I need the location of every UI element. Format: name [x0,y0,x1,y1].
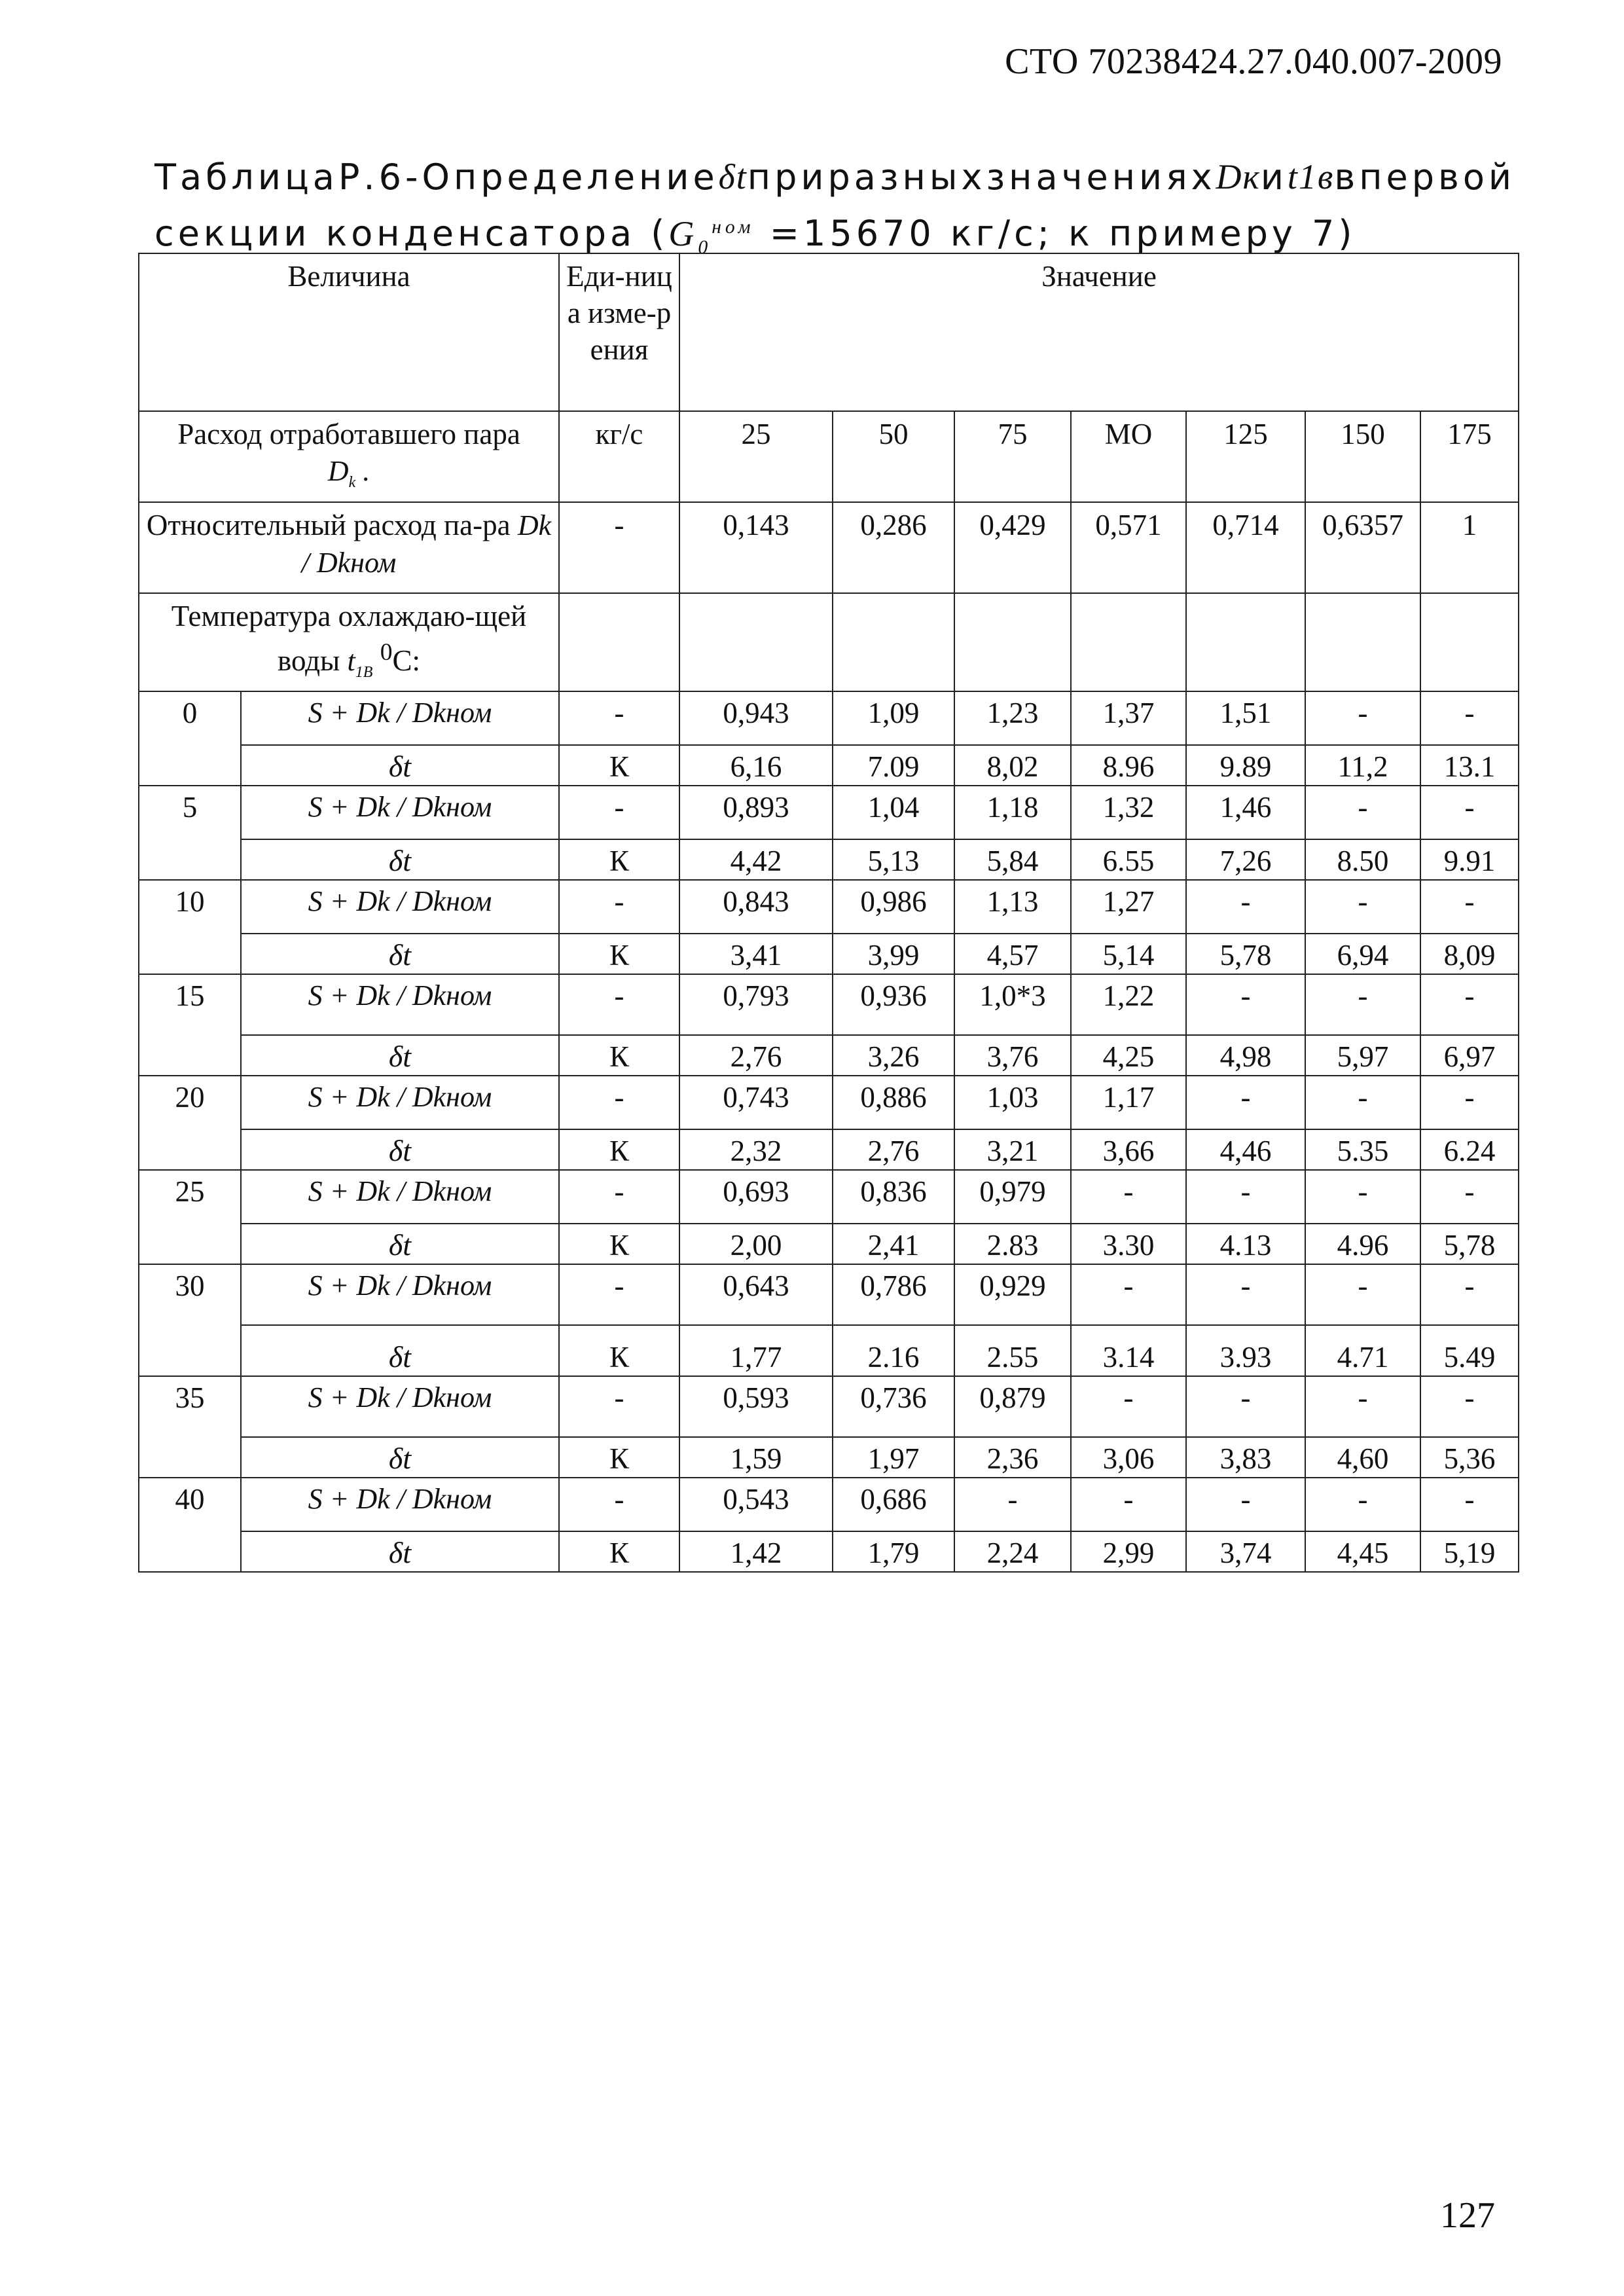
formula-row [139,1376,1519,1437]
caption-delta-t: δt [718,157,748,196]
temperature-unit [559,593,679,691]
delta-t-value: 3,76 [954,1035,1071,1076]
delta-t-value: 4.13 [1186,1224,1305,1264]
delta-t-value: 3.14 [1071,1325,1186,1376]
delta-t-label: δt [241,1035,559,1076]
delta-t-value: 2,32 [679,1129,833,1170]
relative-value: 0,429 [954,502,1071,593]
delta-t-row [139,745,1519,786]
delta-t-value: 5,19 [1420,1531,1519,1572]
delta-t-value: 2,99 [1071,1531,1186,1572]
delta-t-value: 6.24 [1420,1129,1519,1170]
delta-t-label: δt [241,1129,559,1170]
table-header-row [139,253,1519,411]
formula-value: - [1305,1170,1420,1224]
caption-word: первой [1359,156,1515,198]
delta-t-row [139,1035,1519,1076]
caption-word: Таблица [154,156,338,198]
caption-word: - [405,156,422,198]
empty-cell [833,593,954,691]
delta-t-value: 2,76 [679,1035,833,1076]
delta-t-value: 2,00 [679,1224,833,1264]
flow-value: 150 [1305,411,1420,502]
delta-t-unit: К [559,839,679,880]
formula-value: 1,23 [954,691,1071,745]
formula-value: - [1071,1170,1186,1224]
delta-t-value: 4,60 [1305,1437,1420,1478]
delta-t-value: 2,41 [833,1224,954,1264]
formula-value: - [1186,1076,1305,1129]
formula-value: - [1420,786,1519,839]
formula-value: 0,986 [833,880,954,934]
delta-t-value: 9.89 [1186,745,1305,786]
formula-value: - [1420,691,1519,745]
formula-value: 1,18 [954,786,1071,839]
delta-t-label: δt [241,745,559,786]
caption-word: разных [827,156,986,198]
caption-word: значениях [986,156,1216,198]
formula-value: - [1071,1478,1186,1531]
delta-t-value: 4,25 [1071,1035,1186,1076]
formula-row [139,974,1519,1035]
delta-t-value: 1,42 [679,1531,833,1572]
formula-unit: - [559,974,679,1035]
formula-value: - [1305,1076,1420,1129]
delta-t-unit: К [559,1035,679,1076]
formula-row [139,1264,1519,1325]
formula-value: 0,979 [954,1170,1071,1224]
formula-row [139,1478,1519,1531]
flow-label: Расход отработавшего пара $D_k$ . [139,411,559,502]
delta-t-value: 4,42 [679,839,833,880]
delta-t-row [139,1325,1519,1376]
delta-t-value: 8.50 [1305,839,1420,880]
water-temperature-cell: 10 [139,880,241,974]
delta-t-unit: К [559,1224,679,1264]
formula-value: - [1420,1478,1519,1531]
delta-t-value: 3,99 [833,934,954,974]
delta-t-value: 8.96 [1071,745,1186,786]
temperature-label: Температура охлаждаю-щей воды $t_{1B}$ $^0$C: [139,593,559,691]
document-code: СТО 70238424.27.040.007-2009 [1005,41,1502,82]
delta-t-unit: К [559,1437,679,1478]
caption-g0-symbol: $G_0^{ном}$ [668,214,755,258]
delta-t-label: δt [241,1531,559,1572]
data-table [138,253,1519,1573]
formula-value: - [1186,880,1305,934]
water-temperature-cell: 25 [139,1170,241,1264]
formula-row [139,1170,1519,1224]
caption-word: Определение [422,156,719,198]
formula-value: 1,0*3 [954,974,1071,1035]
water-temperature-cell: 30 [139,1264,241,1376]
delta-t-value: 4.71 [1305,1325,1420,1376]
formula-row [139,1076,1519,1129]
delta-t-label: δt [241,1325,559,1376]
delta-t-value: 5,78 [1186,934,1305,974]
formula-unit: - [559,786,679,839]
caption-line-1 [154,152,1515,202]
formula-value: - [1186,1264,1305,1325]
formula-value: 1,09 [833,691,954,745]
delta-t-row [139,839,1519,880]
delta-t-value: 3,26 [833,1035,954,1076]
delta-t-value: 2.16 [833,1325,954,1376]
formula-label: S + Dk / Dkном [241,691,559,745]
delta-t-unit: К [559,745,679,786]
formula-value: 0,593 [679,1376,833,1437]
delta-t-row [139,1129,1519,1170]
formula-value: 0,793 [679,974,833,1035]
empty-cell [1071,593,1186,691]
delta-t-value: 11,2 [1305,745,1420,786]
formula-value: 1,46 [1186,786,1305,839]
formula-value: 1,17 [1071,1076,1186,1129]
formula-value: 1,04 [833,786,954,839]
flow-value: МО [1071,411,1186,502]
delta-t-unit: К [559,1129,679,1170]
formula-value: - [1186,1376,1305,1437]
delta-t-value: 2,24 [954,1531,1071,1572]
formula-value: - [1186,1478,1305,1531]
caption-t1v: t1в [1287,157,1335,196]
formula-value: 0,686 [833,1478,954,1531]
delta-t-unit: К [559,1325,679,1376]
formula-value: 0,886 [833,1076,954,1129]
delta-t-row [139,1437,1519,1478]
delta-t-value: 3,74 [1186,1531,1305,1572]
delta-t-label: δt [241,934,559,974]
formula-value: 0,943 [679,691,833,745]
formula-value: 0,743 [679,1076,833,1129]
formula-value: - [1186,1170,1305,1224]
delta-t-value: 5,14 [1071,934,1186,974]
formula-label: S + Dk / Dkном [241,1076,559,1129]
delta-t-value: 3.30 [1071,1224,1186,1264]
delta-t-value: 6,97 [1420,1035,1519,1076]
formula-value: 0,893 [679,786,833,839]
delta-t-value: 5,13 [833,839,954,880]
formula-value: 0,693 [679,1170,833,1224]
relative-value: 0,143 [679,502,833,593]
relative-label: Относительный расход па-ра Dk / Dkном [139,502,559,593]
delta-t-value: 5,84 [954,839,1071,880]
relative-value: 0,6357 [1305,502,1420,593]
formula-unit: - [559,1376,679,1437]
delta-t-value: 1,77 [679,1325,833,1376]
relative-unit: - [559,502,679,593]
formula-value: 1,03 [954,1076,1071,1129]
formula-row [139,691,1519,745]
formula-value: 1,27 [1071,880,1186,934]
delta-t-label: δt [241,839,559,880]
formula-value: - [1305,880,1420,934]
formula-value: 1,32 [1071,786,1186,839]
delta-t-label: δt [241,1437,559,1478]
relative-row [139,502,1519,593]
caption-word: Р.6 [338,156,405,198]
formula-value: - [1420,1076,1519,1129]
delta-t-unit: К [559,1531,679,1572]
flow-value: 25 [679,411,833,502]
caption-word: при [747,156,828,198]
relative-value: 0,286 [833,502,954,593]
delta-t-value: 2.83 [954,1224,1071,1264]
formula-unit: - [559,880,679,934]
delta-t-value: 4,57 [954,934,1071,974]
flow-value: 125 [1186,411,1305,502]
caption-dk: Dк [1216,157,1261,196]
formula-unit: - [559,1076,679,1129]
formula-unit: - [559,1264,679,1325]
formula-value: - [1420,880,1519,934]
delta-t-unit: К [559,934,679,974]
delta-t-value: 1,59 [679,1437,833,1478]
delta-t-row [139,934,1519,974]
delta-t-value: 2,76 [833,1129,954,1170]
temperature-symbol: $t_{1B}$ [347,645,373,681]
formula-value: - [1071,1264,1186,1325]
relative-symbol: Dk / Dkном [301,509,552,579]
formula-unit: - [559,691,679,745]
caption-word: в [1334,156,1360,198]
formula-value: 1,37 [1071,691,1186,745]
formula-value: 0,929 [954,1264,1071,1325]
formula-value: 0,843 [679,880,833,934]
delta-t-value: 6.55 [1071,839,1186,880]
water-temperature-cell: 40 [139,1478,241,1572]
delta-t-value: 1,79 [833,1531,954,1572]
delta-t-value: 7.09 [833,745,954,786]
delta-t-row [139,1531,1519,1572]
delta-t-value: 5,78 [1420,1224,1519,1264]
formula-value: - [954,1478,1071,1531]
delta-t-value: 8,02 [954,745,1071,786]
formula-value: - [1305,1478,1420,1531]
delta-t-value: 4,46 [1186,1129,1305,1170]
formula-value: - [1071,1376,1186,1437]
caption-word: и [1260,156,1288,198]
water-temperature-cell: 15 [139,974,241,1076]
delta-t-value: 5,36 [1420,1437,1519,1478]
delta-t-value: 5.35 [1305,1129,1420,1170]
formula-value: - [1305,691,1420,745]
formula-value: 0,736 [833,1376,954,1437]
water-temperature-cell: 20 [139,1076,241,1170]
formula-row [139,880,1519,934]
formula-label: S + Dk / Dkном [241,974,559,1035]
empty-cell [1420,593,1519,691]
delta-t-value: 3,83 [1186,1437,1305,1478]
relative-value: 0,714 [1186,502,1305,593]
delta-t-value: 4.96 [1305,1224,1420,1264]
flow-symbol: $D_k$ . [327,455,370,491]
formula-value: 0,643 [679,1264,833,1325]
delta-t-value: 3,66 [1071,1129,1186,1170]
water-temperature-cell: 35 [139,1376,241,1478]
formula-value: 0,936 [833,974,954,1035]
caption-line2-prefix: секции конденсатора ( [154,213,669,254]
flow-unit: кг/с [559,411,679,502]
flow-value: 50 [833,411,954,502]
formula-unit: - [559,1478,679,1531]
formula-value: 1,51 [1186,691,1305,745]
formula-value: - [1305,786,1420,839]
formula-label: S + Dk / Dkном [241,1478,559,1531]
relative-value: 1 [1420,502,1519,593]
empty-cell [1186,593,1305,691]
temperature-row [139,593,1519,691]
delta-t-value: 8,09 [1420,934,1519,974]
delta-t-value: 4,45 [1305,1531,1420,1572]
header-unit: Еди-ница изме-рения [559,253,679,411]
formula-row [139,786,1519,839]
delta-t-value: 5,97 [1305,1035,1420,1076]
relative-value: 0,571 [1071,502,1186,593]
formula-value: - [1305,974,1420,1035]
page-number: 127 [1440,2195,1495,2236]
delta-t-label: δt [241,1224,559,1264]
formula-label: S + Dk / Dkном [241,1376,559,1437]
header-value: Значение [679,253,1519,411]
delta-t-value: 13.1 [1420,745,1519,786]
formula-unit: - [559,1170,679,1224]
delta-t-value: 1,97 [833,1437,954,1478]
formula-value: - [1420,1376,1519,1437]
formula-value: 0,879 [954,1376,1071,1437]
flow-value: 75 [954,411,1071,502]
delta-t-value: 3,41 [679,934,833,974]
delta-t-value: 2,36 [954,1437,1071,1478]
delta-t-value: 3,21 [954,1129,1071,1170]
formula-value: 0,836 [833,1170,954,1224]
formula-label: S + Dk / Dkном [241,1170,559,1224]
flow-value: 175 [1420,411,1519,502]
delta-t-value: 7,26 [1186,839,1305,880]
delta-t-value: 2.55 [954,1325,1071,1376]
delta-t-value: 6,16 [679,745,833,786]
formula-label: S + Dk / Dkном [241,880,559,934]
formula-value: 0,543 [679,1478,833,1531]
formula-label: S + Dk / Dkном [241,1264,559,1325]
formula-value: - [1420,1170,1519,1224]
delta-t-row [139,1224,1519,1264]
delta-t-value: 3,06 [1071,1437,1186,1478]
caption-line2-suffix: =15670 кг/с; к примеру 7) [754,213,1356,254]
delta-t-value: 6,94 [1305,934,1420,974]
empty-cell [954,593,1071,691]
formula-value: 1,13 [954,880,1071,934]
empty-cell [679,593,833,691]
formula-value: - [1186,974,1305,1035]
header-quantity: Величина [139,253,559,411]
water-temperature-cell: 5 [139,786,241,880]
delta-t-value: 5.49 [1420,1325,1519,1376]
formula-value: - [1420,974,1519,1035]
delta-t-value: 4,98 [1186,1035,1305,1076]
delta-t-value: 9.91 [1420,839,1519,880]
delta-t-value: 3.93 [1186,1325,1305,1376]
formula-value: - [1305,1264,1420,1325]
formula-value: - [1420,1264,1519,1325]
formula-label: S + Dk / Dkном [241,786,559,839]
formula-value: 0,786 [833,1264,954,1325]
water-temperature-cell: 0 [139,691,241,786]
formula-value: - [1305,1376,1420,1437]
formula-value: 1,22 [1071,974,1186,1035]
empty-cell [1305,593,1420,691]
flow-row [139,411,1519,502]
